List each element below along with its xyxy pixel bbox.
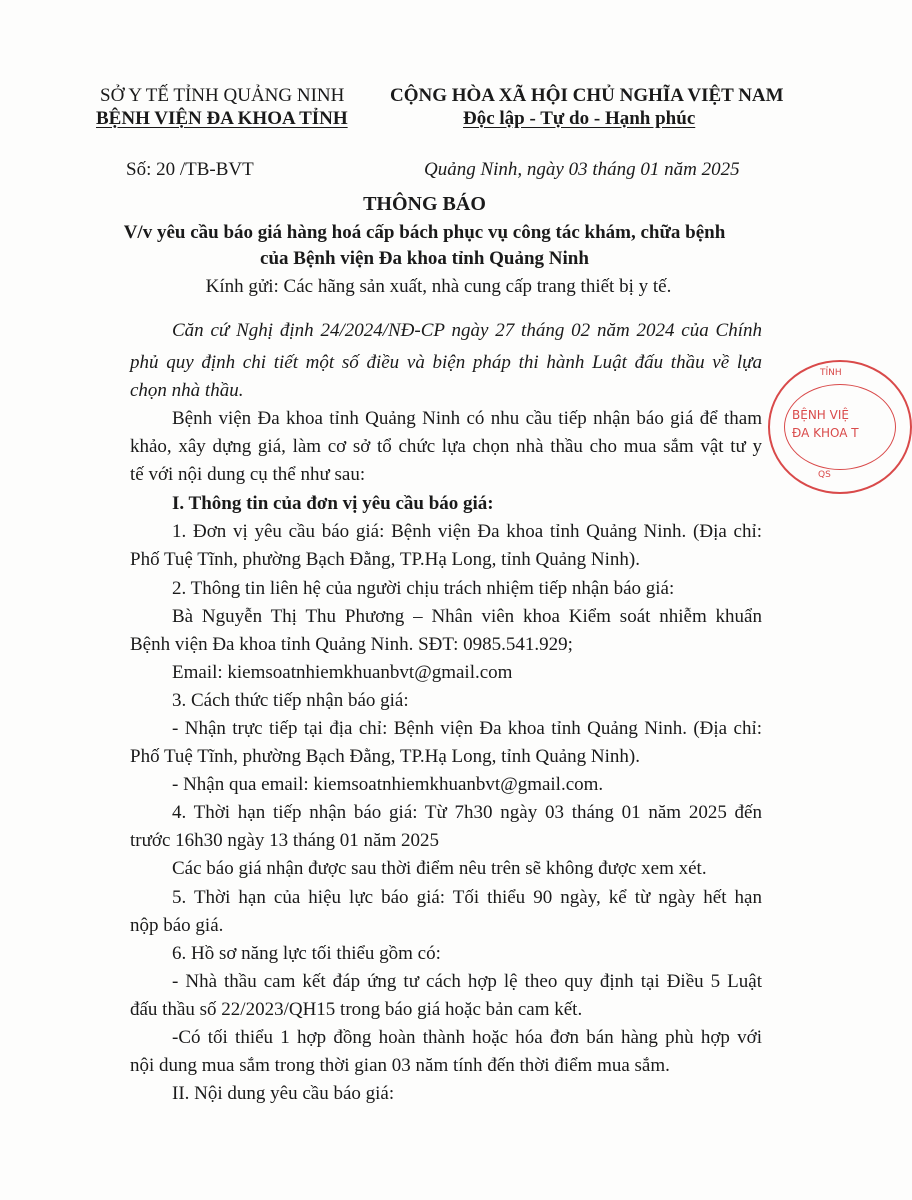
legal-basis-line-2: phủ quy định chi tiết một số điều và biện pháp thi hành Luật đấu thầu về lựa xyxy=(130,352,762,373)
contact-line-2: Bệnh viện Đa khoa tỉnh Quảng Ninh. SĐT: 0985.541.929; xyxy=(130,634,573,655)
section-1-heading: I. Thông tin của đơn vị yêu cầu báo giá: xyxy=(172,493,494,514)
item-3: 3. Cách thức tiếp nhận báo giá: xyxy=(172,690,409,711)
official-stamp xyxy=(768,360,912,494)
document-title: THÔNG BÁO xyxy=(363,193,486,215)
item-4-note: Các báo giá nhận được sau thời điểm nêu trên sẽ không được xem xét. xyxy=(172,858,707,879)
item-4-line-2: trước 16h30 ngày 13 tháng 01 năm 2025 xyxy=(130,830,439,851)
item-6-b-line-1: -Có tối thiểu 1 hợp đồng hoàn thành hoặc hóa đơn bán hàng phù hợp với xyxy=(172,1027,762,1048)
intro-line-1: Bệnh viện Đa khoa tỉnh Quảng Ninh có nhu cầu tiếp nhận báo giá để tham xyxy=(172,408,762,429)
item-6-b-line-2: nội dung mua sắm trong thời gian 03 năm tính đến thời điểm mua sắm. xyxy=(130,1055,670,1076)
item-6-a-line-2: đấu thầu số 22/2023/QH15 trong báo giá hoặc bản cam kết. xyxy=(130,999,583,1020)
section-2-heading: II. Nội dung yêu cầu báo giá: xyxy=(172,1083,395,1104)
subject-line-1: V/v yêu cầu báo giá hàng hoá cấp bách phục vụ công tác khám, chữa bệnh xyxy=(123,222,726,243)
intro-line-3: tế với nội dung cụ thể như sau: xyxy=(130,464,366,485)
contact-email: Email: kiemsoatnhiemkhuanbvt@gmail.com xyxy=(172,662,513,683)
department-name: SỞ Y TẾ TỈNH QUẢNG NINH xyxy=(100,85,345,106)
item-2: 2. Thông tin liên hệ của người chịu trách nhiệm tiếp nhận báo giá: xyxy=(172,578,675,599)
legal-basis-line-3: chọn nhà thầu. xyxy=(130,380,244,401)
recipient: Kính gửi: Các hãng sản xuất, nhà cung cấp trang thiết bị y tế. xyxy=(205,276,672,297)
item-3-b: - Nhận qua email: kiemsoatnhiemkhuanbvt@gmail.com. xyxy=(172,774,604,795)
stamp-top-text: TỈNH xyxy=(820,368,842,378)
subject-line-2: của Bệnh viện Đa khoa tỉnh Quảng Ninh xyxy=(260,248,589,269)
stamp-line-2: ĐA KHOA T xyxy=(792,426,859,440)
national-title: CỘNG HÒA XÃ HỘI CHỦ NGHĨA VIỆT NAM xyxy=(390,85,784,106)
national-motto: Độc lập - Tự do - Hạnh phúc xyxy=(463,108,696,129)
item-1-line-2: Phố Tuệ Tĩnh, phường Bạch Đằng, TP.Hạ Long, tỉnh Quảng Ninh). xyxy=(130,549,640,570)
place-date: Quảng Ninh, ngày 03 tháng 01 năm 2025 xyxy=(424,159,740,180)
contact-line-1: Bà Nguyễn Thị Thu Phương – Nhân viên khoa Kiểm soát nhiễm khuẩn xyxy=(172,606,762,627)
item-6: 6. Hồ sơ năng lực tối thiểu gồm có: xyxy=(172,943,441,964)
stamp-line-1: BỆNH VIỆ xyxy=(792,408,849,422)
item-5-line-2: nộp báo giá. xyxy=(130,915,224,936)
item-5-line-1: 5. Thời hạn của hiệu lực báo giá: Tối thiểu 90 ngày, kể từ ngày hết hạn xyxy=(172,887,762,908)
item-3-a-line-2: Phố Tuệ Tĩnh, phường Bạch Đằng, TP.Hạ Long, tỉnh Quảng Ninh). xyxy=(130,746,640,767)
hospital-name: BỆNH VIỆN ĐA KHOA TỈNH xyxy=(96,108,348,129)
item-3-a-line-1: - Nhận trực tiếp tại địa chỉ: Bệnh viện Đa khoa tỉnh Quảng Ninh. (Địa chỉ: xyxy=(172,718,762,739)
stamp-bottom-text: QS xyxy=(818,470,831,480)
item-4-line-1: 4. Thời hạn tiếp nhận báo giá: Từ 7h30 ngày 03 tháng 01 năm 2025 đến xyxy=(172,802,762,823)
document-number: Số: 20 /TB-BVT xyxy=(126,159,254,180)
item-6-a-line-1: - Nhà thầu cam kết đáp ứng tư cách hợp lệ theo quy định tại Điều 5 Luật xyxy=(172,971,762,992)
intro-line-2: khảo, xây dựng giá, làm cơ sở tổ chức lựa chọn nhà thầu cho mua sắm vật tư y xyxy=(130,436,762,457)
item-1-line-1: 1. Đơn vị yêu cầu báo giá: Bệnh viện Đa khoa tỉnh Quảng Ninh. (Địa chỉ: xyxy=(172,521,762,542)
legal-basis-line-1: Căn cứ Nghị định 24/2024/NĐ-CP ngày 27 tháng 02 năm 2024 của Chính xyxy=(172,320,762,341)
